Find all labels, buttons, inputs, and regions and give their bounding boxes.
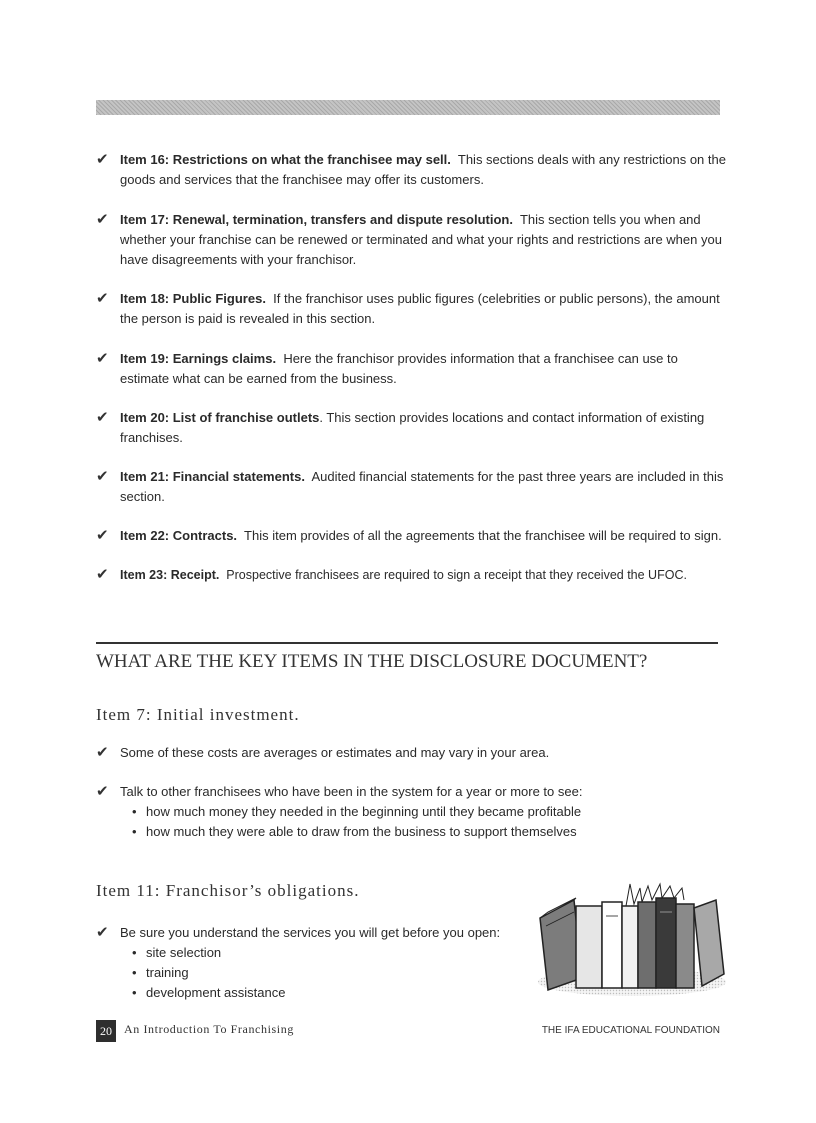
- item-heading: Item 17: Renewal, termination, transfers and dispute resolution.: [120, 212, 513, 227]
- section-divider: [96, 642, 718, 644]
- list-item: [96, 467, 726, 507]
- check-icon: ✔: [96, 783, 109, 800]
- item7-title: Item 7: Initial investment.: [96, 705, 300, 724]
- list-item: [96, 289, 726, 329]
- list-item: • training: [132, 963, 526, 983]
- item-heading: Item 19: Earnings claims.: [120, 351, 277, 366]
- list-item: [96, 565, 726, 585]
- item11-subpoints: [96, 943, 526, 1003]
- item-heading: Item 20: List of franchise outlets: [120, 410, 320, 425]
- item-heading: Item 21: Financial statements.: [120, 469, 305, 484]
- list-item: • how much money they needed in the beginning until they became profitable: [132, 802, 726, 822]
- page-number: 20: [96, 1020, 116, 1042]
- items-list: [96, 150, 726, 585]
- list-item: [96, 150, 726, 190]
- list-item: [96, 210, 726, 270]
- item-text: Talk to other franchisees who have been in the system for a year or more to see:: [120, 784, 583, 799]
- check-icon: ✔: [96, 566, 109, 583]
- list-item: [96, 743, 726, 763]
- bullet-icon: •: [132, 965, 137, 980]
- check-icon: ✔: [96, 211, 109, 228]
- item-text: Audited financial statements for the past three years are included in this section.: [120, 469, 724, 504]
- bullet-icon: •: [132, 945, 137, 960]
- check-icon: ✔: [96, 744, 109, 761]
- item-text: This sections deals with any restrictions on the goods and services that the franchisee may offer its customers.: [120, 152, 726, 187]
- item-text: This section tells you when and whether your franchise can be renewed or terminated and what your rights and restrictions are when you have disagreements with your franchisor.: [120, 212, 722, 267]
- list-item: [96, 782, 726, 802]
- check-icon: ✔: [96, 350, 109, 367]
- item-text: If the franchisor uses public figures (celebrities or public persons), the amount the person is paid is revealed in this section.: [120, 291, 720, 326]
- item-heading: Item 23: Receipt.: [120, 568, 220, 582]
- item-heading: Item 22: Contracts.: [120, 528, 238, 543]
- item-text: This item provides of all the agreements that the franchisee will be required to sign.: [244, 528, 722, 543]
- check-icon: ✔: [96, 151, 109, 168]
- section-title: WHAT ARE THE KEY ITEMS IN THE DISCLOSURE DOCUMENT?: [96, 651, 648, 672]
- bullet-icon: •: [132, 985, 137, 1000]
- list-item: [96, 526, 726, 546]
- item7-subpoints: [96, 802, 726, 842]
- item7-list: [96, 743, 726, 842]
- header-bar: [96, 100, 720, 115]
- list-item: • how much they were able to draw from the business to support themselves: [132, 822, 726, 842]
- list-item: [96, 349, 726, 389]
- item-heading: Item 18: Public Figures.: [120, 291, 266, 306]
- check-icon: ✔: [96, 468, 109, 485]
- list-item: [96, 408, 726, 448]
- bullet-icon: •: [132, 804, 137, 819]
- book-title: An Introduction To Franchising: [124, 1022, 294, 1036]
- check-icon: ✔: [96, 409, 109, 426]
- bullet-icon: •: [132, 824, 137, 839]
- books-icon: [534, 878, 730, 998]
- item-text: . This section provides locations and contact information of existing franchises.: [120, 410, 705, 445]
- list-item: • development assistance: [132, 983, 526, 1003]
- item-text: Be sure you understand the services you will get before you open:: [120, 925, 501, 940]
- item-text: Here the franchisor provides information that a franchisee can use to estimate what can be earned from the business.: [120, 351, 678, 386]
- check-icon: ✔: [96, 924, 109, 941]
- list-item: • site selection: [132, 943, 526, 963]
- item-text: Some of these costs are averages or estimates and may vary in your area.: [120, 745, 550, 760]
- item-heading: Item 16: Restrictions on what the franchisee may sell.: [120, 152, 451, 167]
- item11-list: [96, 923, 526, 1003]
- item-text: Prospective franchisees are required to sign a receipt that they received the UFOC.: [226, 568, 687, 582]
- check-icon: ✔: [96, 527, 109, 544]
- list-item: [96, 923, 526, 943]
- publisher: THE IFA EDUCATIONAL FOUNDATION: [541, 1025, 720, 1036]
- item11-title: Item 11: Franchisor’s obligations.: [96, 881, 360, 900]
- check-icon: ✔: [96, 290, 109, 307]
